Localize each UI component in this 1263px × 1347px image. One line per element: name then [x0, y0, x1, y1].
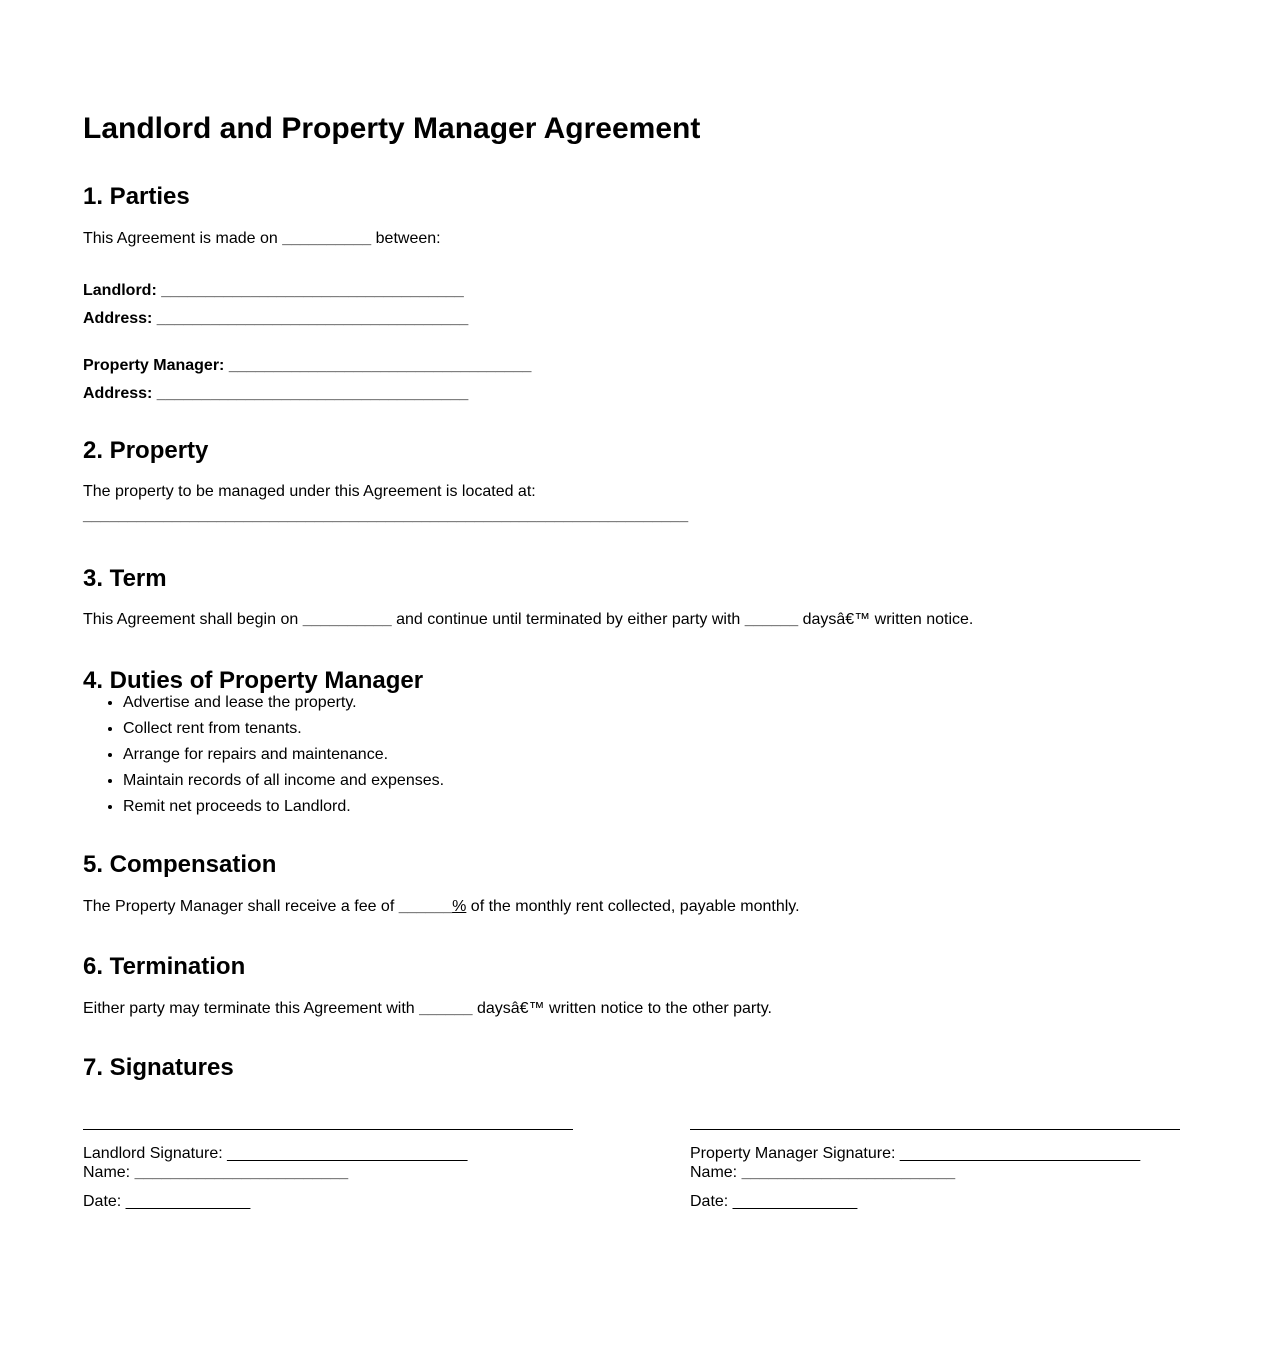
manager-label: Property Manager:: [83, 357, 229, 375]
landlord-name-label: Name:: [83, 1164, 135, 1181]
manager-signature-label: Property Manager Signature:: [690, 1145, 900, 1162]
duties-list: [83, 694, 1180, 816]
landlord-address-label: Address:: [83, 310, 157, 328]
term-start-date-blank: __________: [302, 611, 392, 629]
section-duties: [83, 667, 1180, 817]
section-property: [83, 437, 1180, 525]
landlord-signature-label: Landlord Signature:: [83, 1145, 228, 1162]
termination-pre: Either party may terminate this Agreement with: [83, 1000, 420, 1018]
term-heading: 3. Term: [83, 564, 167, 592]
document-title: Landlord and Property Manager Agreement: [83, 112, 701, 145]
term-pre: This Agreement shall begin on: [83, 611, 303, 629]
signature-columns: [83, 1129, 1180, 1211]
duty-item: • Advertise and lease the property.: [123, 694, 1180, 712]
termination-post: daysâ€™ written notice to the other party.: [472, 1000, 772, 1018]
compensation-post: of the monthly rent collected, payable monthly.: [466, 898, 800, 916]
landlord-date-line: [83, 1192, 573, 1211]
section-term: [83, 565, 1180, 630]
termination-heading: 6. Termination: [83, 953, 246, 981]
manager-date-line: [690, 1192, 1180, 1211]
term-mid: and continue until terminated by either party with: [391, 611, 745, 629]
manager-name-blank: __________________________________: [228, 357, 532, 375]
duty-item: • Remit net proceeds to Landlord.: [123, 798, 1180, 816]
fee-percent-blank: ______: [398, 898, 453, 916]
compensation-pre: The Property Manager shall receive a fee of: [83, 898, 399, 916]
manager-signature-lines: [690, 1144, 1180, 1182]
manager-signature-blank: ___________________________: [899, 1145, 1141, 1162]
termination-body: [83, 1000, 1180, 1018]
landlord-signature-blank: ___________________________: [227, 1145, 468, 1162]
compensation-body: [83, 898, 1180, 916]
compensation-heading: 5. Compensation: [83, 851, 277, 879]
manager-info-block: [83, 352, 1180, 408]
parties-intro: [83, 230, 1180, 248]
duties-heading: 4. Duties of Property Manager: [83, 666, 424, 694]
property-address-line: [83, 507, 1180, 525]
section-parties: [83, 183, 1180, 409]
landlord-printed-name-blank: ________________________: [134, 1164, 349, 1181]
manager-name-label: Name:: [690, 1164, 742, 1181]
landlord-date-label: Date:: [83, 1193, 126, 1210]
section-termination: [83, 953, 1180, 1018]
landlord-signature-lines: [83, 1144, 573, 1182]
percent-sign: %: [452, 898, 467, 916]
duty-item: • Arrange for repairs and maintenance.: [123, 746, 1180, 764]
manager-address-label: Address:: [83, 385, 157, 403]
termination-notice-days-blank: ______: [419, 1000, 473, 1018]
manager-date-label: Date:: [690, 1193, 733, 1210]
manager-date-blank: ______________: [732, 1193, 858, 1210]
landlord-name-blank: __________________________________: [161, 282, 464, 300]
parties-intro-post: between:: [371, 230, 441, 248]
landlord-label: Landlord:: [83, 282, 162, 300]
duty-item: • Collect rent from tenants.: [123, 720, 1180, 738]
property-heading: 2. Property: [83, 437, 209, 465]
landlord-signature-block: [83, 1129, 573, 1211]
duty-item: • Maintain records of all income and expenses.: [123, 772, 1180, 790]
property-address-blank: ____________________________________________________________________: [83, 507, 689, 525]
landlord-address-blank: ___________________________________: [156, 310, 469, 328]
parties-intro-pre: This Agreement is made on: [83, 230, 283, 248]
manager-signature-rule: [690, 1129, 1180, 1130]
landlord-date-blank: ______________: [125, 1193, 251, 1210]
section-signatures: [83, 1054, 1180, 1211]
parties-heading: 1. Parties: [83, 182, 190, 210]
term-post: daysâ€™ written notice.: [798, 611, 974, 629]
term-body: [83, 611, 1180, 629]
manager-address-blank: ___________________________________: [156, 385, 469, 403]
property-intro: The property to be managed under this Agreement is located at:: [83, 483, 536, 501]
manager-signature-block: [690, 1129, 1180, 1211]
manager-printed-name-blank: ________________________: [741, 1164, 956, 1181]
section-compensation: [83, 851, 1180, 916]
landlord-signature-rule: [83, 1129, 573, 1130]
signatures-heading: 7. Signatures: [83, 1054, 234, 1082]
agreement-date-blank: __________: [282, 230, 372, 248]
landlord-info-block: [83, 277, 1180, 333]
term-notice-days-blank: ______: [744, 611, 799, 629]
